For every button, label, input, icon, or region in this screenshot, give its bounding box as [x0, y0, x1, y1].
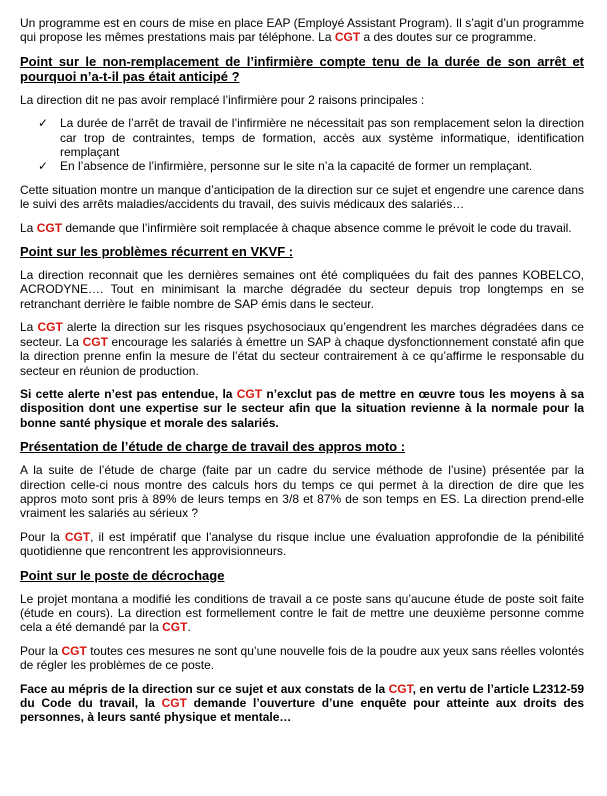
intro-paragraph: Un programme est en cours de mise en place EAP (Employé Assistant Program). Il s’agit d’un programme qui propose les mêmes prestations mais par téléphone. La CGT a des doutes sur ce programme.	[20, 16, 584, 45]
paragraph: Le projet montana a modifié les conditions de travail a ce poste sans qu’aucune étude de poste soit faite (étude en cours). La direction est formellement contre le fait de mettre une deuxième personne comme cela a été demandé par la CGT.	[20, 591, 584, 635]
paragraph: La CGT demande que l’infirmière soit remplacée à chaque absence comme le prévoit le code du travail.	[20, 220, 572, 235]
cgt-mention: CGT	[161, 696, 187, 710]
cgt-mention: CGT	[36, 220, 63, 235]
cgt-mention: CGT	[64, 529, 91, 544]
paragraph: A la suite de l’étude de charge (faite par un cadre du service méthode de l’usine) présentée par la direction celle-ci nous montre des calculs hors du temps ce qui permet à la direction de dire que les appros moto sont pris à 89% de leurs temps en 3/8 et 87% de son temps en ES. La direction prend-elle vraiment les salariés au sérieux ?	[20, 463, 584, 521]
paragraph: Cette situation montre un manque d’anticipation de la direction sur ce sujet et engendre une carence dans le suivi des arrêts maladies/accidents du travail, des suivis médicaux des salariés…	[20, 182, 584, 212]
checkmark-icon: ✓	[38, 159, 49, 174]
list-item: ✓ La durée de l’arrêt de travail de l’infirmière ne nécessitait pas son remplacement selon la direction car trop de contraintes, temps de formation, accès aux système informatique, identification remplaçant	[38, 116, 584, 160]
paragraph: Pour la CGT toutes ces mesures ne sont qu’une nouvelle fois de la poudre aux yeux sans réelles volontés de régler les problèmes de ce poste.	[20, 643, 584, 673]
cgt-mention: CGT	[236, 386, 263, 401]
heading-vkvf-problems: Point sur les problèmes récurrent en VKVF :	[20, 244, 294, 260]
paragraph: La direction reconnait que les dernières semaines ont été compliquées du fait des pannes KOBELCO, ACRODYNE…. Tout en minimisant la marche dégradée du secteur depuis trop longtemps en se retranchant derrière le faible nombre de SAP émis dans le secteur.	[20, 268, 584, 311]
heading-decrochage-post: Point sur le poste de décrochage	[20, 567, 225, 583]
bold-paragraph: Face au mépris de la direction sur ce sujet et aux constats de la CGT, en vertu de l’article L2312-59 du Code du travail, la CGT demande l’ouverture d’une enquête pour atteinte aux droits des personnes, à leurs santé physique et mentale…	[20, 681, 585, 725]
bold-paragraph: Si cette alerte n’est pas entendue, la CGT n’exclut pas de mettre en œuvre tous les moyens à sa disposition dont une expertise sur le secteur afin que la situation revienne à la normale pour la bonne santé physique et morale des salariés.	[20, 386, 585, 430]
heading-workload-study: Présentation de l’étude de charge de travail des appros moto :	[20, 439, 406, 455]
cgt-mention: CGT	[61, 643, 87, 658]
cgt-mention: CGT	[37, 320, 63, 335]
cgt-mention: CGT	[162, 620, 188, 635]
checkmark-icon: ✓	[38, 116, 49, 131]
list-item: ✓ En l’absence de l’infirmière, personne sur le site n’a la capacité de former un remplaçant.	[38, 159, 533, 174]
paragraph: La direction dit ne pas avoir remplacé l’infirmière pour 2 raisons principales :	[20, 92, 425, 107]
document-page	[20, 16, 584, 734]
paragraph: La CGT alerte la direction sur les risques psychosociaux qu’engendrent les marches dégradées dans ce secteur. La CGT encourage les salariés à émettre un SAP à chaque dysfonctionnement constaté afin que la direction prenne enfin la mesure de l’état du secteur contrairement à ce qu’affirme le responsable du secteur en réunion de production.	[20, 320, 584, 378]
cgt-mention: CGT	[82, 334, 108, 349]
cgt-mention: CGT	[334, 30, 361, 45]
checklist	[20, 116, 584, 174]
paragraph: Pour la CGT, il est impératif que l’analyse du risque inclue une évaluation approfondie de la pénibilité quotidienne que rencontrent les approvisionneurs.	[20, 529, 584, 559]
cgt-mention: CGT	[388, 681, 413, 696]
heading-nurse-replacement: Point sur le non-remplacement de l’infirmière compte tenu de la durée de son arrêt et pourquoi n’a-t-il pas était anticipé ?	[20, 53, 584, 84]
